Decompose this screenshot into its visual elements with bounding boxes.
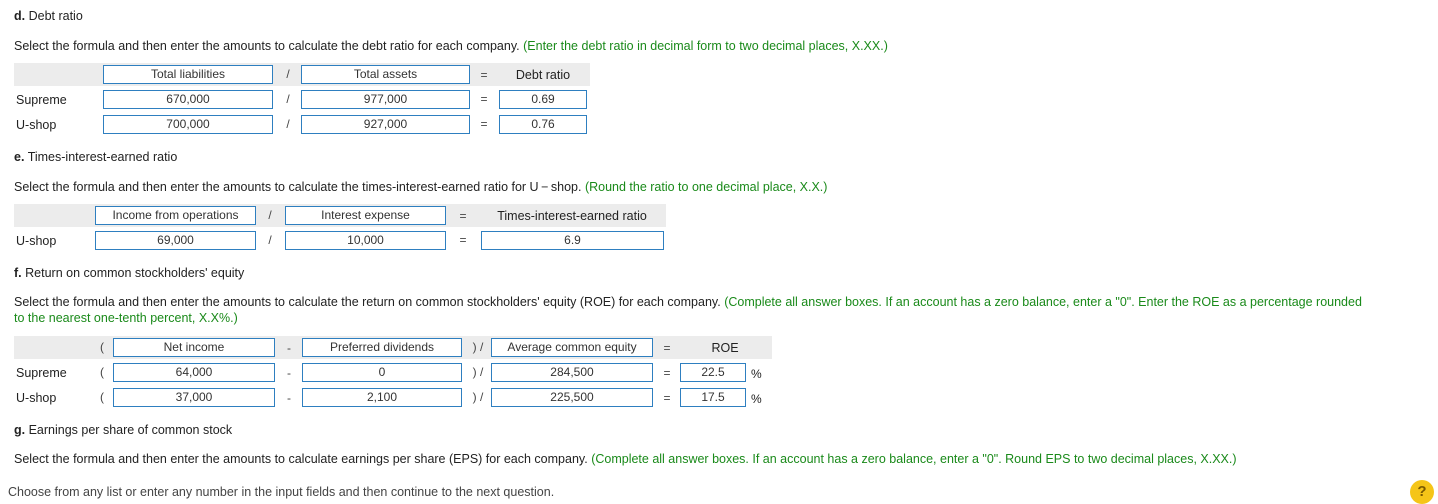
supreme-f-equals-op: =: [663, 366, 671, 380]
section-f-instruction-text: Select the formula and then enter the amounts to calculate the return on common stockholders' equity (ROE) for each company.: [14, 295, 721, 309]
ushop-times-interest-earned-input[interactable]: 6.9: [481, 231, 664, 250]
bottom-instruction: Choose from any list or enter any number in the input fields and then continue to the next question.: [8, 485, 555, 499]
section-e-instruction-text: Select the formula and then enter the amounts to calculate the times-interest-earned ratio for U − shop.: [14, 180, 582, 194]
section-g-instruction-text: Select the formula and then enter the amounts to calculate earnings per share (EPS) for each company.: [14, 452, 588, 466]
supreme-roe-input[interactable]: 22.5: [680, 363, 746, 382]
section-e-title: Times-interest-earned ratio: [27, 150, 178, 164]
supreme-total-assets-input[interactable]: 977,000: [301, 90, 470, 109]
ushop-income-from-operations-input[interactable]: 69,000: [95, 231, 256, 250]
ushop-divide-op: /: [286, 117, 290, 131]
ushop-percent-sign: %: [751, 392, 762, 406]
ushop-debt-ratio-input[interactable]: 0.76: [499, 115, 587, 134]
section-d-instruction-text: Select the formula and then enter the amounts to calculate the debt ratio for each company.: [14, 39, 520, 53]
ushop-net-income-input[interactable]: 37,000: [113, 388, 275, 407]
question-circle-icon[interactable]: ?: [1410, 480, 1434, 504]
section-e-letter: e.: [14, 150, 25, 164]
supreme-net-income-input[interactable]: 64,000: [113, 363, 275, 382]
section-d-heading: [14, 9, 83, 23]
section-d-letter: d.: [14, 9, 26, 23]
supreme-preferred-dividends-input[interactable]: 0: [302, 363, 462, 382]
section-e-instruction: [14, 180, 827, 194]
section-f-heading: [14, 266, 244, 280]
supreme-debt-ratio-input[interactable]: 0.69: [499, 90, 587, 109]
section-d-instruction: [14, 39, 888, 53]
section-f-title: Return on common stockholders' equity: [25, 266, 245, 280]
supreme-close-divide-op: ) /: [472, 365, 484, 379]
ushop-minus-op: -: [287, 391, 291, 405]
section-f-close-divide-header: ) /: [472, 340, 484, 354]
supreme-equals-op: =: [480, 92, 488, 106]
ushop-open-paren: (: [100, 390, 104, 404]
section-e-divide-header: /: [268, 208, 272, 222]
row-label-supreme: Supreme: [16, 93, 67, 107]
interest-expense-header[interactable]: Interest expense: [285, 206, 446, 225]
ushop-total-assets-input[interactable]: 927,000: [301, 115, 470, 134]
section-g-title: Earnings per share of common stock: [28, 423, 233, 437]
roe-header: ROE: [711, 341, 739, 355]
income-from-operations-header[interactable]: Income from operations: [95, 206, 256, 225]
supreme-percent-sign: %: [751, 367, 762, 381]
section-f-hint-line1: (Complete all answer boxes. If an account has a zero balance, enter a "0". Enter the ROE as a percentage rounded: [724, 295, 1362, 309]
row-label-ushop-e: U-shop: [16, 234, 57, 248]
supreme-divide-op: /: [286, 92, 290, 106]
total-assets-header[interactable]: Total assets: [301, 65, 470, 84]
ushop-close-divide-op: ) /: [472, 390, 484, 404]
ushop-f-equals-op: =: [663, 391, 671, 405]
section-g-heading: [14, 423, 232, 437]
section-f-open-paren-header: (: [100, 340, 104, 354]
section-d-equals-header: =: [480, 68, 488, 82]
ushop-preferred-dividends-input[interactable]: 2,100: [302, 388, 462, 407]
section-e-hint: (Round the ratio to one decimal place, X.X.): [584, 180, 828, 194]
section-d-hint: (Enter the debt ratio in decimal form to two decimal places, X.XX.): [523, 39, 888, 53]
ushop-equals-op: =: [480, 117, 488, 131]
ushop-average-common-equity-input[interactable]: 225,500: [491, 388, 653, 407]
section-e-heading: [14, 150, 177, 164]
row-label-ushop: U-shop: [16, 118, 57, 132]
ushop-interest-expense-input[interactable]: 10,000: [285, 231, 446, 250]
section-f-minus-header: -: [287, 341, 291, 355]
section-e-equals-header: =: [459, 209, 467, 223]
net-income-header[interactable]: Net income: [113, 338, 275, 357]
row-label-supreme-f: Supreme: [16, 366, 67, 380]
ushop-total-liabilities-input[interactable]: 700,000: [103, 115, 273, 134]
supreme-open-paren: (: [100, 365, 104, 379]
section-f-letter: f.: [14, 266, 22, 280]
section-f-instruction: [14, 295, 1362, 309]
supreme-average-common-equity-input[interactable]: 284,500: [491, 363, 653, 382]
section-g-letter: g.: [14, 423, 26, 437]
section-g-instruction: [14, 452, 1237, 466]
section-g-hint: (Complete all answer boxes. If an account has a zero balance, enter a "0". Round EPS to two decimal places, X.XX.): [591, 452, 1237, 466]
ushop-e-equals-op: =: [459, 233, 467, 247]
average-common-equity-header[interactable]: Average common equity: [491, 338, 653, 357]
ushop-e-divide-op: /: [268, 233, 272, 247]
ushop-roe-input[interactable]: 17.5: [680, 388, 746, 407]
preferred-dividends-header[interactable]: Preferred dividends: [302, 338, 462, 357]
total-liabilities-header[interactable]: Total liabilities: [103, 65, 273, 84]
times-interest-earned-header: Times-interest-earned ratio: [497, 209, 647, 223]
supreme-minus-op: -: [287, 366, 291, 380]
debt-ratio-header: Debt ratio: [515, 68, 571, 82]
section-d-divide-header: /: [286, 67, 290, 81]
section-f-hint-line2: to the nearest one-tenth percent, X.X%.): [14, 311, 238, 325]
section-f-equals-header: =: [663, 341, 671, 355]
supreme-total-liabilities-input[interactable]: 670,000: [103, 90, 273, 109]
row-label-ushop-f: U-shop: [16, 391, 57, 405]
section-d-title: Debt ratio: [28, 9, 83, 23]
